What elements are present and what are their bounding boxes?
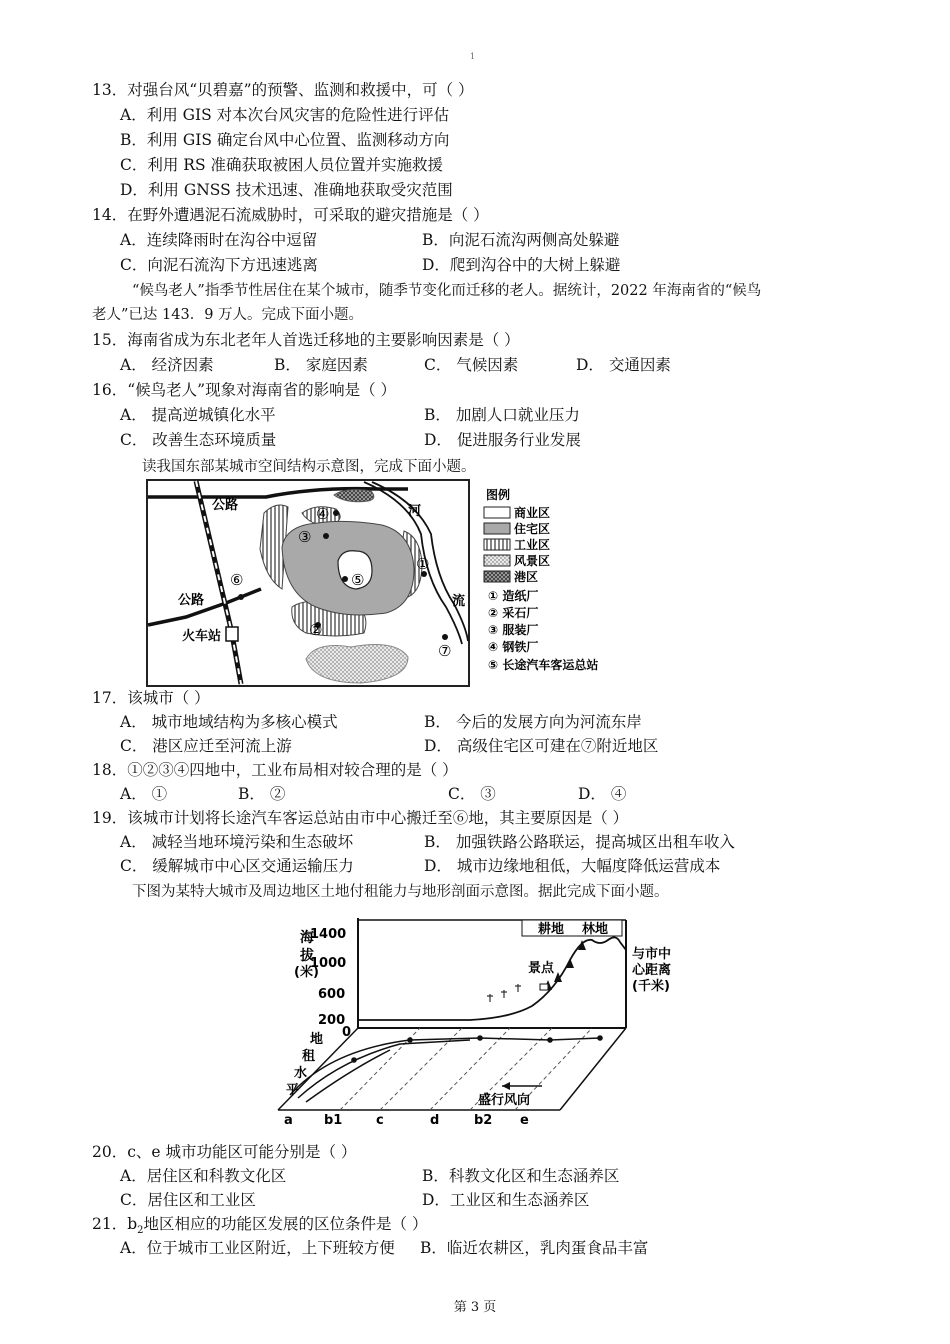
q13-option-d[interactable]: D．利用 GNSS 技术迅速、准确地获取受灾范围: [120, 181, 453, 199]
q21-stem-suffix: 地区相应的功能区发展的区位条件是（ ）: [143, 1215, 428, 1233]
point-legend-5: ⑤ 长途汽车客运总站: [488, 658, 599, 672]
ytick-600: 600: [318, 987, 346, 1002]
road-top-label: 公路: [212, 498, 239, 513]
q19-option-d[interactable]: D． 城市边缘地租低，大幅度降低运营成本: [424, 857, 721, 875]
xlabel-a: a: [284, 1113, 293, 1128]
point-legend-4: ④ 钢铁厂: [488, 640, 539, 654]
q15-option-a[interactable]: A． 经济因素: [120, 356, 214, 374]
q18-stem: 18．①②③④四地中，工业布局相对较合理的是（ ）: [92, 761, 458, 779]
marker-2: ②: [309, 621, 323, 639]
xlabel-b1: b1: [324, 1113, 343, 1128]
legend-forest: 林地: [582, 922, 609, 937]
station-label: 火车站: [182, 629, 222, 644]
ytick-1400: 1400: [310, 927, 347, 942]
q20-stem: 20．c、e 城市功能区可能分别是（ ）: [92, 1143, 357, 1161]
q18-option-b[interactable]: B． ②: [238, 785, 286, 803]
q19-option-b[interactable]: B． 加强铁路公路联运，提高城区出租车收入: [424, 833, 735, 851]
q17-option-c[interactable]: C． 港区应迁至河流上游: [120, 737, 292, 755]
marker-6: ⑥: [230, 571, 244, 589]
q18-option-a[interactable]: A． ①: [120, 785, 168, 803]
marker-7: ⑦: [438, 642, 452, 660]
q14-option-a[interactable]: A．连续降雨时在沟谷中逗留: [120, 231, 318, 249]
q15-option-b[interactable]: B． 家庭因素: [274, 356, 368, 374]
q20-option-d[interactable]: D．工业区和生态涵养区: [422, 1191, 590, 1209]
q16-stem: 16．“候鸟老人”现象对海南省的影响是（ ）: [92, 381, 396, 399]
legend-title: 图例: [486, 488, 511, 502]
xlabel-c: c: [376, 1113, 384, 1128]
q16-option-b[interactable]: B． 加剧人口就业压力: [424, 406, 580, 424]
scenic-label: 景点: [528, 961, 555, 976]
q14-option-c[interactable]: C．向泥石流沟下方迅速逃离: [120, 256, 318, 274]
q15-option-d[interactable]: D． 交通因素: [576, 356, 671, 374]
road-left-label: 公路: [178, 593, 205, 608]
intro-land-rent: 下图为某特大城市及周边地区土地付租能力与地形剖面示意图。据此完成下面小题。: [132, 884, 669, 900]
q21-stem-sub: 2: [137, 1225, 144, 1237]
q18-option-d[interactable]: D． ④: [578, 785, 627, 803]
q13-option-c[interactable]: C．利用 RS 准确获取被困人员位置并实施救援: [120, 156, 444, 174]
dist-label-2: 心距离: [632, 963, 672, 978]
rent-label-4: 平: [286, 1083, 300, 1098]
marker-1: ①: [416, 555, 430, 573]
legend-scenic: 风景区: [514, 554, 551, 568]
q14-option-b[interactable]: B．向泥石流沟两侧高处躲避: [422, 231, 620, 249]
q15-option-c[interactable]: C． 气候因素: [424, 356, 519, 374]
dist-label-3: (千米): [632, 979, 670, 994]
intro-city-structure: 读我国东部某城市空间结构示意图，完成下面小题。: [142, 459, 476, 475]
page-top-mark: 1: [470, 52, 476, 61]
intro-migratory-elderly-2: 老人”已达 143．9 万人。完成下面小题。: [92, 307, 364, 323]
q13-option-a[interactable]: A．利用 GIS 对本次台风灾害的危险性进行评估: [120, 106, 450, 124]
ylabel-2: 拔: [300, 948, 314, 964]
point-legend-1: ① 造纸厂: [488, 589, 539, 603]
legend-commercial: 商业区: [514, 506, 551, 520]
rent-curve-3: [306, 1050, 390, 1102]
legend-harbor: 港区: [514, 570, 539, 584]
q19-stem: 19．该城市计划将长途汽车客运总站由市中心搬迁至⑥地，其主要原因是（ ）: [92, 809, 629, 827]
q16-option-c[interactable]: C． 改善生态环境质量: [120, 431, 277, 449]
q19-option-c[interactable]: C． 缓解城市中心区交通运输压力: [120, 857, 354, 875]
xlabel-d: d: [430, 1113, 440, 1128]
q20-option-a[interactable]: A．居住区和科教文化区: [120, 1167, 287, 1185]
q13-stem: 13．对强台风“贝碧嘉”的预警、监测和救援中，可（ ）: [92, 81, 474, 99]
q15-stem: 15．海南省成为东北老年人首选迁移地的主要影响因素是（ ）: [92, 331, 520, 349]
legend-residential: 住宅区: [514, 522, 551, 536]
legend-industrial: 工业区: [514, 538, 551, 552]
marker-3: ③: [298, 528, 312, 546]
xlabel-b2: b2: [474, 1113, 493, 1128]
ylabel-1: 海: [300, 930, 314, 946]
q21-option-b[interactable]: B．临近农耕区，乳肉蛋食品丰富: [420, 1239, 649, 1257]
rent-curve-1: [290, 1038, 600, 1095]
ytick-200: 200: [318, 1013, 346, 1028]
q17-option-d[interactable]: D． 高级住宅区可建在⑦附近地区: [424, 737, 659, 755]
q17-option-b[interactable]: B． 今后的发展方向为河流东岸: [424, 713, 642, 731]
q21-option-a[interactable]: A．位于城市工业区附近，上下班较方便: [120, 1239, 395, 1257]
q18-option-c[interactable]: C． ③: [448, 785, 496, 803]
rent-label-3: 水: [294, 1066, 308, 1081]
q13-option-b[interactable]: B．利用 GIS 确定台风中心位置、监测移动方向: [120, 131, 450, 149]
point-legend-2: ② 采石厂: [488, 606, 539, 620]
q16-option-a[interactable]: A． 提高逆城镇化水平: [120, 406, 276, 424]
q14-stem: 14．在野外遭遇泥石流威胁时，可采取的避灾措施是（ ）: [92, 206, 489, 224]
rent-label-2: 租: [302, 1049, 316, 1064]
q21-stem-prefix: 21．b: [92, 1215, 138, 1233]
wind-label: 盛行风向: [478, 1093, 531, 1108]
q17-stem: 17．该城市（ ）: [92, 689, 210, 707]
station-box: [226, 627, 238, 641]
q19-option-a[interactable]: A． 减轻当地环境污染和生态破坏: [120, 833, 354, 851]
legend-farmland: 耕地: [538, 922, 565, 937]
q20-option-b[interactable]: B．科教文化区和生态涵养区: [422, 1167, 620, 1185]
q14-option-d[interactable]: D．爬到沟谷中的大树上躲避: [422, 256, 621, 274]
city-structure-map: [146, 479, 636, 687]
q17-option-a[interactable]: A． 城市地域结构为多核心模式: [120, 713, 338, 731]
river-label-1: 河: [408, 504, 422, 519]
marker-4: ④: [316, 505, 330, 523]
ylabel-3: (米): [294, 965, 319, 980]
intro-migratory-elderly-1: “候鸟老人”指季节性居住在某个城市，随季节变化而迁移的老人。据统计，2022 年海南省的“候鸟: [132, 283, 762, 299]
marker-5: ⑤: [351, 571, 365, 589]
rent-label-1: 地: [310, 1032, 324, 1047]
q20-option-c[interactable]: C．居住区和工业区: [120, 1191, 256, 1209]
river-label-2: 流: [452, 594, 466, 609]
dist-label-1: 与市中: [632, 947, 672, 962]
point-legend-3: ③ 服装厂: [488, 623, 539, 637]
ytick-1000: 1000: [310, 956, 347, 971]
land-rent-profile-diagram: [270, 910, 690, 1132]
ytick-0: 0: [342, 1025, 352, 1040]
page-footer: 第 3 页: [453, 1300, 497, 1315]
xlabel-e: e: [520, 1113, 529, 1128]
q16-option-d[interactable]: D． 促进服务行业发展: [424, 431, 581, 449]
